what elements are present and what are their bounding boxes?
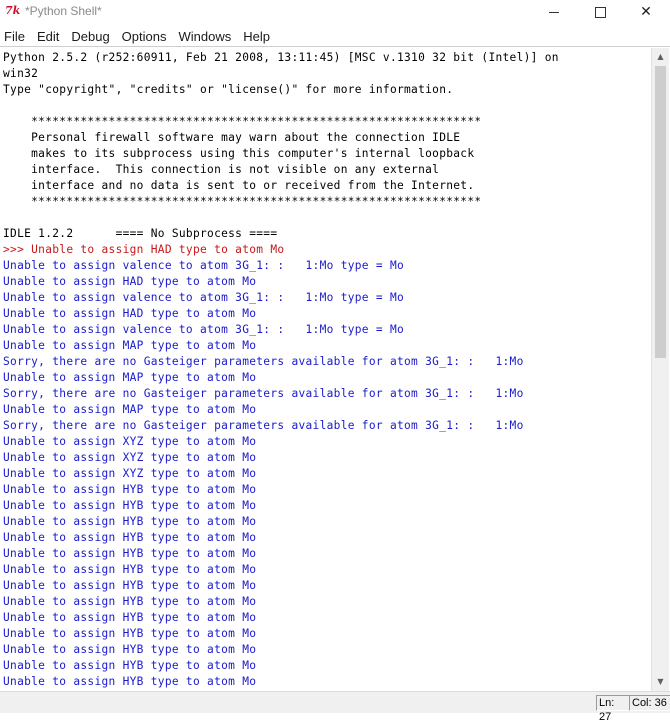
shell-line: win32 xyxy=(3,67,39,80)
shell-line: interface. This connection is not visible on any external xyxy=(3,163,440,176)
shell-line: Unable to assign valence to atom 3G_1: : 1:Mo type = Mo xyxy=(3,291,405,304)
menu-debug[interactable]: Debug xyxy=(71,29,110,44)
shell-line: **************************************************************** xyxy=(3,115,482,128)
close-icon: ✕ xyxy=(640,4,652,20)
vertical-scrollbar[interactable] xyxy=(651,48,669,691)
scrollbar-thumb[interactable] xyxy=(655,66,666,358)
shell-line: Unable to assign XYZ type to atom Mo xyxy=(3,435,257,448)
shell-line: Sorry, there are no Gasteiger parameters available for atom 3G_1: : 1:Mo xyxy=(3,387,524,400)
close-button[interactable] xyxy=(623,0,669,24)
shell-line: Unable to assign HYB type to atom Mo xyxy=(3,531,257,544)
menu-divider xyxy=(0,46,670,47)
shell-line: IDLE 1.2.2 ==== No Subprocess ==== xyxy=(3,227,278,240)
menu-bar xyxy=(0,26,670,46)
scroll-down-arrow-icon[interactable]: ▼ xyxy=(657,677,664,686)
shell-line: Unable to assign XYZ type to atom Mo xyxy=(3,451,257,464)
status-column-number: Col: 36 xyxy=(629,695,670,711)
shell-line: >>> Unable to assign HAD type to atom Mo xyxy=(3,243,285,256)
shell-line: Unable to assign HAD type to atom Mo xyxy=(3,275,257,288)
shell-line: Unable to assign HYB type to atom Mo xyxy=(3,643,257,656)
shell-line: Unable to assign HYB type to atom Mo xyxy=(3,659,257,672)
status-line-number: Ln: 27 xyxy=(596,695,630,711)
shell-line: Unable to assign HYB type to atom Mo xyxy=(3,627,257,640)
shell-line: interface and no data is sent to or received from the Internet. xyxy=(3,179,475,192)
maximize-button[interactable] xyxy=(577,0,623,24)
status-bar xyxy=(0,691,670,723)
scroll-up-arrow-icon[interactable]: ▲ xyxy=(657,52,664,61)
shell-line: **************************************************************** xyxy=(3,195,482,208)
menu-windows[interactable]: Windows xyxy=(178,29,232,44)
shell-line: Unable to assign HYB type to atom Mo xyxy=(3,499,257,512)
title-bar[interactable] xyxy=(0,0,670,24)
shell-line: Unable to assign HYB type to atom Mo xyxy=(3,611,257,624)
shell-line: Sorry, there are no Gasteiger parameters available for atom 3G_1: : 1:Mo xyxy=(3,419,524,432)
menu-edit[interactable]: Edit xyxy=(36,29,60,44)
shell-line: Unable to assign HYB type to atom Mo xyxy=(3,675,257,688)
shell-line: Unable to assign XYZ type to atom Mo xyxy=(3,467,257,480)
shell-line: Unable to assign MAP type to atom Mo xyxy=(3,403,257,416)
shell-line: Unable to assign valence to atom 3G_1: : 1:Mo type = Mo xyxy=(3,323,405,336)
shell-line: Python 2.5.2 (r252:60911, Feb 21 2008, 13:11:45) [MSC v.1310 32 bit (Intel)] on xyxy=(3,51,559,64)
shell-line: Unable to assign HYB type to atom Mo xyxy=(3,483,257,496)
shell-line: Type "copyright", "credits" or "license()" for more information. xyxy=(3,83,454,96)
shell-line: Unable to assign HYB type to atom Mo xyxy=(3,579,257,592)
minimize-icon xyxy=(549,12,559,13)
shell-line: Unable to assign HYB type to atom Mo xyxy=(3,547,257,560)
maximize-icon xyxy=(595,7,606,18)
menu-help[interactable]: Help xyxy=(243,29,270,44)
shell-line: makes to its subprocess using this computer's internal loopback xyxy=(3,147,475,160)
window-title: *Python Shell* xyxy=(25,4,102,18)
shell-line: Unable to assign HAD type to atom Mo xyxy=(3,307,257,320)
shell-text-area[interactable] xyxy=(0,48,650,691)
shell-line: Unable to assign MAP type to atom Mo xyxy=(3,339,257,352)
shell-line: Personal firewall software may warn about the connection IDLE xyxy=(3,131,461,144)
shell-line: Unable to assign HYB type to atom Mo xyxy=(3,595,257,608)
tk-feather-icon: 7k xyxy=(5,4,21,17)
shell-line: Unable to assign MAP type to atom Mo xyxy=(3,371,257,384)
menu-options[interactable]: Options xyxy=(121,29,167,44)
shell-line: Unable to assign valence to atom 3G_1: : 1:Mo type = Mo xyxy=(3,259,405,272)
shell-line: Sorry, there are no Gasteiger parameters available for atom 3G_1: : 1:Mo xyxy=(3,355,524,368)
menu-file[interactable]: File xyxy=(4,29,25,44)
shell-line: Unable to assign HYB type to atom Mo xyxy=(3,515,257,528)
shell-line: Unable to assign HYB type to atom Mo xyxy=(3,563,257,576)
minimize-button[interactable] xyxy=(531,0,577,24)
